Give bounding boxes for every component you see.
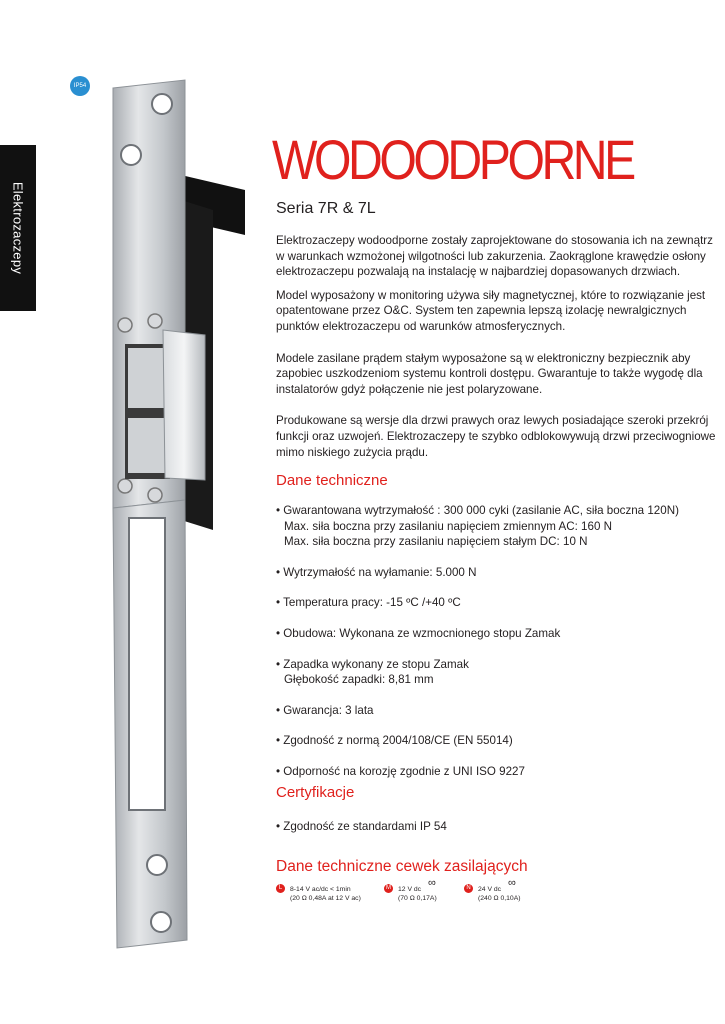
- cert-item: • Zgodność ze standardami IP 54: [276, 820, 447, 833]
- spec-line: Głębokość zapadki: 8,81 mm: [284, 673, 434, 687]
- coil-voltage: 24 V dc: [478, 886, 502, 893]
- coils-heading: Dane techniczne cewek zasilających: [276, 858, 528, 875]
- spec-item: [276, 703, 706, 719]
- spec-item: [276, 657, 706, 688]
- coil-spec: (240 Ω 0,10A): [478, 895, 521, 902]
- page-title: WODOODPORNE: [272, 128, 633, 191]
- coil-spec: (70 Ω 0,17A): [398, 895, 437, 902]
- coil-badge: N: [464, 884, 473, 893]
- spec-item: [276, 503, 706, 550]
- coil-badge: M: [386, 885, 391, 891]
- continuous-duty-icon: ∞: [508, 877, 516, 889]
- spec-line: • Gwarancja: 3 lata: [276, 703, 374, 717]
- spec-line: Max. siła boczna przy zasilaniu napięciem zmiennym AC: 160 N: [284, 519, 612, 533]
- spec-line: • Obudowa: Wykonana ze wzmocnionego stopu Zamak: [276, 626, 561, 640]
- spec-item: [276, 733, 706, 749]
- spec-line: Max. siła boczna przy zasilaniu napięciem stałym DC: 10 N: [284, 535, 588, 549]
- spec-line: • Wytrzymałość na wyłamanie: 5.000 N: [276, 565, 477, 579]
- tech-spec-list: [276, 503, 706, 780]
- spec-item: [276, 595, 706, 611]
- series-subtitle: Seria 7R & 7L: [276, 200, 376, 217]
- spec-item: [276, 565, 706, 581]
- spec-item: [276, 626, 706, 642]
- coil-voltage: 8-14 V ac/dc < 1min: [290, 886, 351, 893]
- intro-paragraph: Model wyposażony w monitoring używa siły magnetycznej, które to rozwiązanie jest opatentowane przez O&C. System ten zapewnia lepszą izolację newralgicznych punktów elektrozaczepu od warunków atmosferycznych.: [276, 288, 706, 333]
- coil-badge: L: [276, 884, 285, 893]
- section-tab-label: Elektrozaczepy: [10, 181, 26, 275]
- section-tab: [0, 145, 36, 311]
- spec-item: [276, 764, 706, 780]
- spec-line: • Temperatura pracy: -15 ºC /+40 ºC: [276, 596, 461, 610]
- coil-spec: (20 Ω 0,48A at 12 V ac): [290, 895, 361, 902]
- intro-paragraph: Produkowane są wersje dla drzwi prawych oraz lewych posiadające szeroki przekrój funkcji oraz uzwojeń. Elektrozaczepy te szybko odblokowywują drzwi przeciwogniowe mimo niskiego zużycia prądu.: [276, 414, 716, 459]
- tech-heading: Dane techniczne: [276, 472, 388, 489]
- intro-paragraph: Elektrozaczepy wodoodporne zostały zaprojektowane do stosowania ich na zewnątrz w warunkach wzmożonej wilgotności lub zakurzenia. Zaokrąglone krawędzie osłony elektrozaczepu pozwalają na instalację w najbardziej dopasowanych drzwiach.: [276, 234, 713, 279]
- spec-line: • Gwarantowana wytrzymałość : 300 000 cyki (zasilanie AC, siła boczna 120N): [276, 504, 679, 517]
- electric-strike-image: [95, 70, 265, 970]
- spec-line: • Zgodność z normą 2004/108/CE (EN 55014): [276, 734, 513, 748]
- spec-line: • Zapadka wykonany ze stopu Zamak: [276, 657, 469, 671]
- coil-voltage: 12 V dc: [398, 886, 422, 893]
- cert-heading: Certyfikacje: [276, 784, 355, 801]
- continuous-duty-icon: ∞: [428, 877, 436, 889]
- ip54-badge: IP54: [70, 76, 90, 96]
- spec-line: • Odporność na korozję zgodnie z UNI ISO 9227: [276, 764, 525, 778]
- intro-text: [276, 233, 716, 468]
- intro-paragraph: Modele zasilane prądem stałym wyposażone są w elektroniczny bezpiecznik aby zapobiec uszkodzeniom systemu kontroli dostępu. Gwarantuje to także wygodę dla instalatorów gdyż połączenie nie jest polaryzowane.: [276, 351, 703, 396]
